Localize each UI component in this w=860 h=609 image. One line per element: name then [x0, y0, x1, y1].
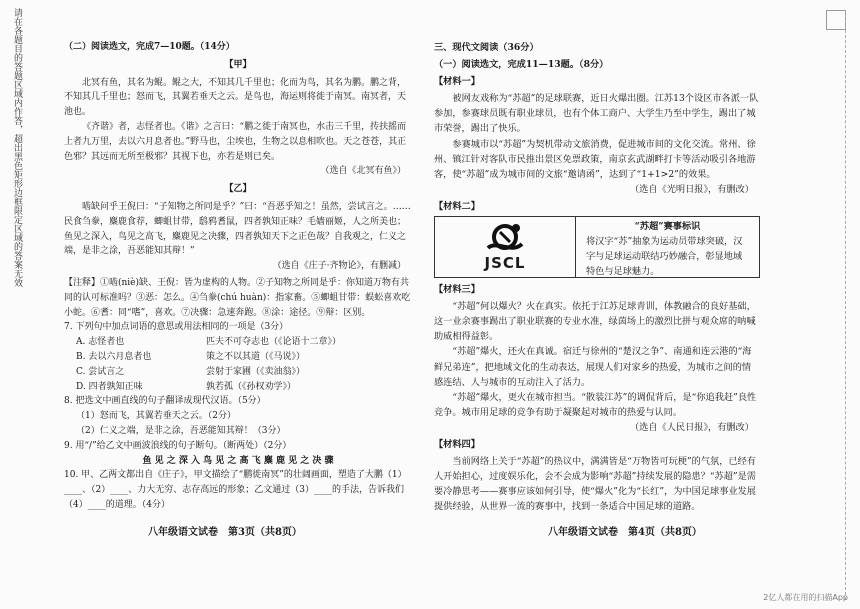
material-3-paragraph: “苏超”爆火，更火在城市担当。“散装江苏”的调侃背后，是“你追我赶”良性竞争。城市用足球的竞争有助于凝聚起对城市的热爱与认同。	[434, 391, 757, 418]
question-7: 7. 下列句中加点词语的意思或用法相同的一项是（3分）	[64, 322, 289, 333]
question-8-item: （2）仁义之端，是非之涂，吾恶能知其辩！（3分）	[76, 425, 286, 436]
passage-jia-paragraph: 北冥有鱼，其名为鲲。鲲之大，不知其几千里也；化而为鸟，其名为鹏。鹏之背，不知其几千里也；怒而飞，其翼若垂天之云。是鸟也，海运则将徙于南冥。南冥者，天池也。	[64, 77, 407, 118]
section-heading: （二）阅读选文，完成7—10题。（14分）	[64, 42, 235, 52]
option-b-left: B. 去以六月息者也	[76, 351, 152, 362]
material-3-paragraph: “苏超”何以爆火？火在真实。依托于江苏足球青训，体教融合的良好基础，这一业余赛事踢出了职业联赛的专业水准，绿茵场上的激烈比拼与观众席的呐喊助威相得益彰。	[434, 301, 756, 343]
material-1-paragraph: 被网友戏称为“苏超”的足球联赛，近日火爆出圈。江苏13个设区市各派一队参加，参赛球员既有职业球员，也有个体工商户、大学生乃至中学生，踢出了城市荣誉，踢出了快乐。	[434, 93, 759, 135]
page-4	[434, 40, 760, 514]
option-a-left: A. 志怪者也	[76, 337, 125, 348]
passage-jia-title: 【甲】	[224, 59, 252, 70]
source-line: （选自《人民日报》，有删改）	[629, 421, 754, 433]
passage-jia-paragraph: 《齐谐》者，志怪者也。《谐》之言曰：“鹏之徙于南冥也，水击三千里，抟扶摇而上者九万里，去以六月息者也。”野马也，尘埃也，生物之以息相吹也。天之苍苍，其正色邪？其远而无所至极邪？其视下也，亦若是则已矣。	[64, 121, 407, 162]
option-c-left: C. 尝试言之	[76, 366, 125, 377]
question-7-options	[76, 335, 412, 394]
source-line: （选自《庄子·齐物论》，有删减）	[272, 261, 406, 272]
sub-heading: （一）阅读选文，完成11—13题。（8分）	[434, 59, 609, 71]
logo-description-cell	[576, 217, 759, 277]
logo-description: 将汉字“苏”抽象为运动员带球突破，汉字与足球运动联结巧妙融合，彰显地域特色与足球魅力。	[586, 236, 743, 278]
material-1-title: 【材料一】	[434, 76, 480, 88]
option-d-left: D. 四者孰知正味	[76, 381, 143, 392]
passage-yi-title: 【乙】	[224, 184, 252, 195]
su-chao-logo-text: JSCL	[484, 254, 526, 273]
question-10: 10. 甲、乙两文都出自《庄子》，甲文描绘了“鹏徙南冥”的壮阔画面，塑造了大鹏（1）____、（2）____、力大无穷、志存高远的形象；乙文通过（3）____的手法，告诉我们（4）____的道理。（4分）	[64, 470, 407, 510]
material-3-title: 【材料三】	[434, 284, 480, 296]
binding-edge	[845, 10, 856, 600]
option-b-right: 策之不以其道（《马说》）	[206, 351, 306, 362]
option-c-right: 尝射于家圃（《卖油翁》）	[206, 366, 306, 377]
page-4-footer: 八年级语文试卷 第4页（共8页）	[548, 527, 702, 538]
binding-margin-notice: 请在各题目的答题区域内作答，超出黑色矩形边框限定区域的答案无效	[12, 8, 22, 287]
su-chao-logo	[435, 217, 576, 277]
material-4-paragraph: 当前网络上关于“苏超”的热议中，满满皆是“万物皆可玩梗”的气氛，已经有人开始担心，过度娱乐化，会不会成为影响“苏超”持续发展的隐患？“苏超”是需要冷静思考——赛事应该如何引导，使“爆火”化为“长红”，为中国足球事业发展提供经验，从世界一流的赛事中，找到一条适合中国足球的道路。	[434, 456, 756, 513]
annotation-notes: 【注释】①啮(niè)缺、王倪：皆为虚构的人物。②子知物之所同是乎：你知道万物有共同的认可标准吗？③恶：怎么。④刍豢(chú huàn)：指家畜。⑤蝍蛆甘带：蜈蚣喜欢吃小蛇。⑥耆：同“嗜”，喜欢。⑦决骤：急速奔跑。⑧涂：途径。⑨辩：区别。	[64, 277, 411, 318]
scanner-watermark: 2亿人都在用的扫描App	[763, 593, 848, 602]
fold-mark	[826, 10, 846, 30]
source-line: （选自《光明日报》，有删改）	[629, 183, 754, 195]
logo-caption: “苏超”赛事标识	[634, 221, 701, 233]
question-9-sentence: 鱼 见 之 深 入 鸟 见 之 高 飞 麋 鹿 见 之 决 骤	[142, 455, 334, 466]
page-3	[64, 40, 412, 513]
material-4-title: 【材料四】	[434, 438, 480, 450]
option-a-right: 匹夫不可夺志也（《论语十二章》）	[206, 337, 342, 348]
section-heading: 三、现代文阅读（36分）	[434, 42, 539, 53]
question-8: 8. 把选文中画直线的句子翻译成现代汉语。（5分）	[64, 396, 266, 407]
question-9: 9. 用“/”给乙文中画波浪线的句子断句。（断两处）（2分）	[64, 440, 292, 451]
material-1-paragraph: 参赛城市以“苏超”为契机带动文旅消费，促进城市间的文化交流。常州、徐州、镇江针对客队市民推出景区免票政策，南京玄武湖畔打卡等活动吸引各地游客，使“苏超”成为城市间的文旅“邀请函”，达到了“1+1>2”的效果。	[434, 138, 756, 180]
page-3-footer: 八年级语文试卷 第3页（共8页）	[148, 527, 302, 538]
option-d-right: 孰若孤（《孙权劝学》）	[206, 381, 297, 392]
material-2-title: 【材料二】	[434, 200, 480, 212]
su-chao-logo-icon	[482, 222, 528, 256]
su-chao-logo-table	[434, 216, 760, 278]
question-8-item: （1）怒而飞，其翼若垂天之云。（2分）	[76, 411, 236, 422]
source-line: （选自《北冥有鱼》）	[320, 166, 406, 177]
passage-yi-paragraph: 啮缺问乎王倪曰：“子知物之所同是乎？”曰：“吾恶乎知之！虽然，尝试言之。……民食刍豢，麋鹿食荐，蝍蛆甘带，鸱鸦耆鼠，四者孰知正味？毛嫱丽姬，人之所美也；鱼见之深入，鸟见之高飞，麋鹿见之决骤，四者孰知天下之正色哉？自我观之，仁义之端，是非之涂，吾恶能知其辩！”	[64, 201, 411, 257]
material-3-paragraph: “苏超”爆火，还火在真诚。宿迁与徐州的“楚汉之争”、南通和连云港的“海鲜兄弟连”，把地域文化的生动表达，展现人们对家乡的热爱，为城市之间的情感连结、人与城市的互动注入了活力。	[434, 346, 752, 388]
